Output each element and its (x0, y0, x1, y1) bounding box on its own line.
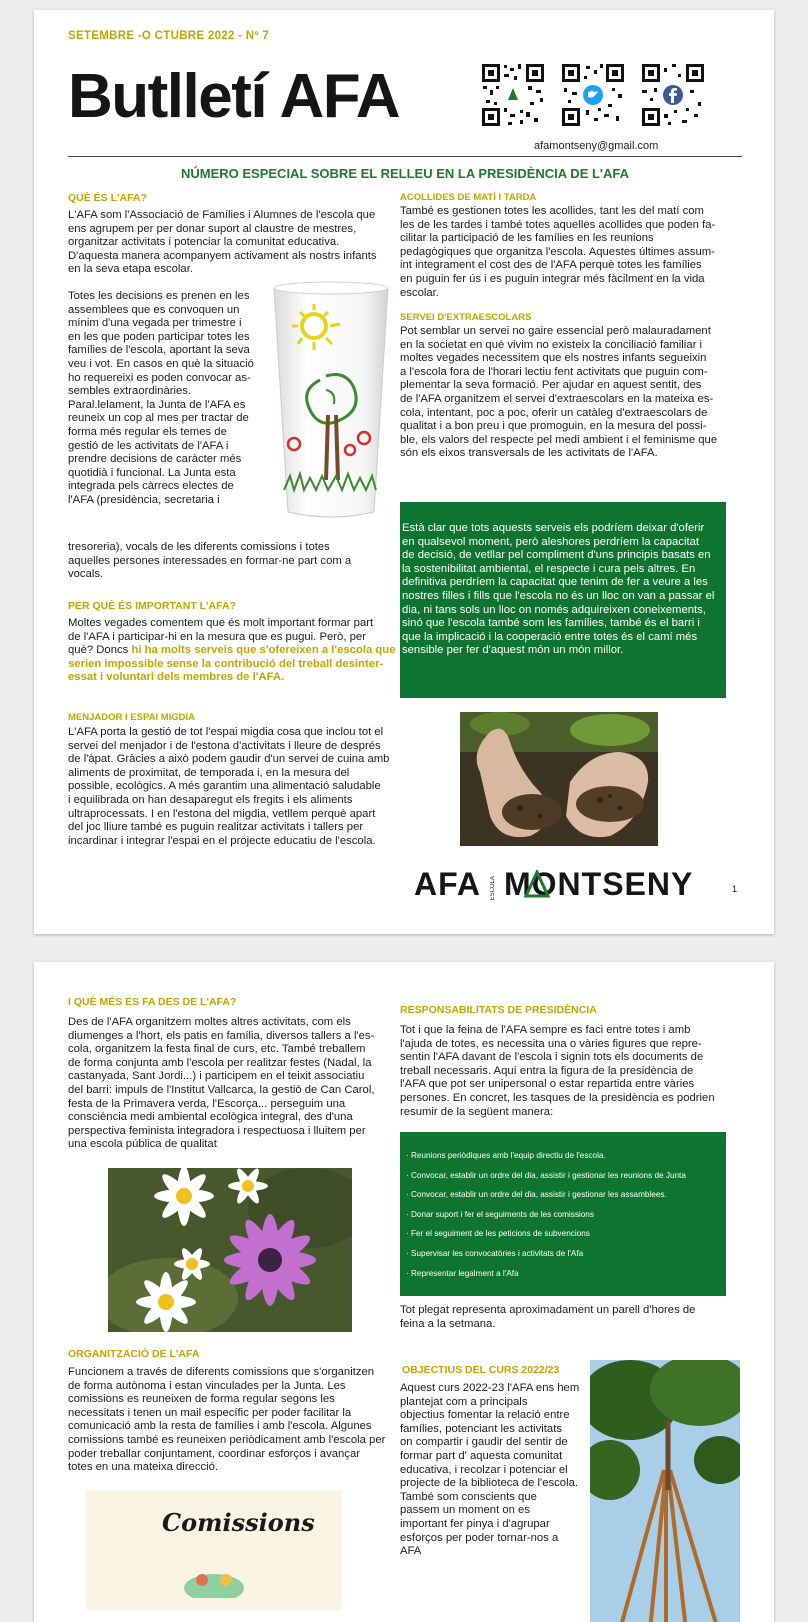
text-line: vocals. (68, 568, 104, 581)
green-callout-box (400, 502, 726, 698)
special-issue-headline: NÚMERO ESPECIAL SOBRE EL RELLEU EN LA PRESIDÈNCIA DE L'AFA (180, 166, 630, 181)
text-line: les de les tardes i també totes aquelles acollides que poden fa- (400, 218, 716, 231)
tree-teepee-image (590, 1360, 740, 1622)
comissions-image (86, 1490, 342, 1610)
text-line: ble, els valors del respecte pel medi ambient i el feminisme que (400, 433, 718, 446)
callout-line: que la implicació i la cooperació entre totes és el camí més (402, 630, 698, 643)
qr-code-facebook[interactable] (640, 62, 706, 128)
callout-line: Està clar que tots aquests serveis els podríem deixar d'oferir (402, 522, 705, 534)
text-line: sembles extraordinàries. (68, 385, 192, 398)
callout-line: definitiva perdríem la capacitat que tenim de fer a veure a les (402, 576, 708, 589)
text-line: de l'àpat. Gràcies a això podem gaudir d'un servei de cuina amb (68, 753, 390, 766)
heading-acollides: ACOLLIDES DE MATÍ I TARDA (400, 192, 537, 203)
text-line: projecte de la biblioteca de l'escola. (400, 1477, 578, 1490)
text-line: passem un moment on es (400, 1504, 530, 1517)
text-line: festa de la Primavera verda, l'Escorça... perseguim una (68, 1097, 346, 1110)
callout-line: sensible per fer d'aquest món un món millor. (402, 644, 624, 657)
heading-responsabilitats: RESPONSABILITATS DE PRESIDÈNCIA (400, 1004, 597, 1016)
text-line: D'aquesta manera acompanyem activament als nostrs infants (68, 249, 377, 262)
text-line: També es gestionen totes les acollides, tant les del matí com (400, 205, 704, 217)
people-circle-icon (182, 1558, 246, 1598)
text-line: necessitats i tenen un mail específic per poder facilitar la (68, 1406, 352, 1419)
text-line: Pot semblar un servei no gaire essencial però malauradament (400, 325, 711, 337)
highlight-text: hi ha molts serveis que s'ofereixen a l'escola que (131, 644, 396, 657)
text-line: persones. En concret, les tasques de la presidència es podrien (400, 1091, 715, 1104)
text-line: formar part d' aquesta comunitat (400, 1449, 563, 1462)
text-line: de l'AFA organitzem el servei d'extraescolars en la mateixa es- (400, 392, 714, 405)
text-line: Tot i que la feina de l'AFA sempre es faci entre totes i amb (400, 1024, 691, 1036)
text-line: resumir de la següent manera: (400, 1105, 554, 1118)
text-line: servei del menjador i de l'estona d'activitats i lleure de després (68, 739, 381, 752)
text-line: una escola pública de qualitat (68, 1138, 217, 1151)
text-line: treball necessaris. Aquí entra la figura de la presidència de (400, 1064, 694, 1077)
text-line: mínim d'una vegada per trimestre i (68, 317, 242, 330)
section-acollides (400, 205, 745, 300)
text-line: perspectiva feminista integradora i respectuosa i lluitem per (68, 1124, 366, 1137)
text-line: l'ajuda de totes, es necessita una o vàries figures que repre- (400, 1037, 702, 1050)
text-line: prendre decisions de caràcter més (68, 453, 242, 466)
text-line: Moltes vegades comentem que és molt important formar part (68, 617, 374, 629)
section-menjador (68, 726, 418, 848)
header-divider (68, 156, 742, 157)
text-line: integrada pels càrrecs electes de (68, 480, 234, 493)
qr-code-afa[interactable] (480, 62, 546, 128)
heading-extraescolars: SERVEI D'EXTRAESCOLARS (400, 312, 532, 323)
text-line: ultraprocessats. I en l'estona del migdia, vetllem perquè apart (68, 807, 376, 820)
text-span: què? Doncs (68, 644, 132, 657)
page-number: 1 (732, 884, 738, 894)
heading-menjador: MENJADOR I ESPAI MIGDIA (68, 712, 196, 723)
text-line: pedagògiques que organitza l'escola. Aquestes últimes assum- (400, 245, 715, 258)
text-line: en la seva etapa escolar. (68, 263, 193, 276)
section-extraescolars (400, 325, 745, 461)
text-line: l'AFA (presidència, secretaria i (68, 493, 220, 506)
flowers-image (108, 1168, 352, 1332)
text-line: assemblees que es convoquen un (68, 303, 240, 316)
text-line: Paral.lelament, la Junta de l'AFA es (68, 398, 246, 411)
section-per-que-important (68, 617, 408, 685)
list-item: · Representar legalment a l'Afa (406, 1268, 519, 1278)
text-line: esforços per poder tornar-nos a (400, 1531, 559, 1544)
section-responsabilitats (400, 1024, 745, 1119)
presidency-tasks-list (400, 1132, 726, 1296)
text-line: qualitat i a bon preu i que promoguin, en la mesura del possi- (400, 420, 707, 433)
text-line: famílies, potenciant les activitats (400, 1422, 562, 1435)
text-line: Funcionem a través de diferents comissions que s'organitzen (68, 1366, 375, 1378)
section-objectius (400, 1382, 590, 1559)
text-line: incardinar i integrar l'espai en el projecte educatiu de l'escola. (68, 834, 376, 847)
section-que-es-afa-decisions (68, 290, 268, 508)
text-line: gestió de les activitats de l'AFA i (68, 439, 229, 452)
text-line: totes en una mateixa direcció. (68, 1461, 219, 1474)
heading-i-que-mes: I QUÈ MÉS ES FA DES DE L'AFA? (68, 996, 237, 1008)
text-line: del joc lliure també es puguin realitzar activitats i tallers per (68, 821, 364, 834)
text-line: ens agrupem per per donar suport al claustre de mestres, (68, 222, 357, 235)
logo-montseny-text: MONTSENY (504, 866, 694, 902)
children-drawing-cup-image (270, 280, 392, 520)
text-line: i equilibrada on han desaparegut els fregits i els aliments (68, 793, 353, 806)
list-item: · Convocar, establir un ordre del dia, assistir i gestionar les reunions de Junta (406, 1170, 686, 1180)
callout-line: en qualsevol moment, però aleshores perdríem la capacitat (402, 535, 700, 548)
text-line: Tot plegat representa aproximadament un parell d'hores de (400, 1304, 696, 1316)
newsletter-title: Butlletí AFA (68, 62, 400, 131)
highlight-line: essat i voluntari dels membres de l'AFA. (68, 671, 285, 684)
text-line: important fer pinya i d'agrupar (400, 1517, 550, 1530)
text-line: quotidià i funcional. La Junta esta (68, 466, 236, 479)
text-line: ho requereixi es poden convocar as- (68, 371, 251, 384)
contact-email[interactable]: afamontseny@gmail.com (534, 140, 659, 152)
text-line: AFA (400, 1545, 422, 1558)
text-line: consciència medi ambiental ecològica integral, des d'una (68, 1111, 353, 1124)
text-line: castanyada, Sant Jordi...) i participem en el teixit associatiu (68, 1070, 365, 1083)
text-line: cola, organitzem la festa final de curs, etc. També treballem (68, 1043, 366, 1056)
text-line: on compartir i gaudir del sentir de (400, 1436, 568, 1449)
text-line: famílies de l'escola, aportant la seva (68, 344, 250, 357)
text-line: moltes vegades necessitem que els nostres infants segueixin (400, 352, 707, 365)
section-que-es-afa-intro (68, 209, 398, 277)
list-item: · Fer el seguiment de les peticions de subvencions (406, 1229, 590, 1239)
list-item: · Reunions periòdiques amb l'equip directiu de l'escola. (406, 1151, 606, 1160)
text-line: feina a la setmana. (400, 1317, 496, 1330)
qr-code-twitter[interactable] (560, 62, 626, 128)
text-line: del barri: impuls de l'Institut Vallcarca, la gestió de Can Carol, (68, 1083, 375, 1096)
highlight-line: serien impossible sense la contribució del treball desinter- (68, 657, 384, 670)
text-line: forma més regular els temes de (68, 425, 227, 438)
text-line: en la societat en què vivim no existeix la conciliació familiar i (400, 338, 703, 351)
text-line: de forma conjunta amb l'escola per realitzar festes (Nadal, la (68, 1056, 372, 1069)
text-line: cola, intentant, poc a poc, oferir un catàleg d'extraescolars de (400, 406, 708, 419)
text-line: en puguin fer ús i es puguin integrar més fàcilment en la vida (400, 272, 705, 285)
text-line: a l'escola fora de l'horari lectiu fent activitats que puguin com- (400, 365, 708, 378)
text-line (68, 644, 408, 658)
list-item: · Supervisar les convocatòries i activitats de l'Afa (406, 1248, 584, 1258)
text-line: int integrament el cost des de l'AFA perquè totes les famílies (400, 259, 702, 272)
text-line: possible, ecològics. A més garantim una alimentació saludable (68, 780, 381, 793)
mountain-icon (524, 870, 550, 898)
callout-line: de decisió, de vetllar pel compliment d'uns principis basats en (402, 549, 711, 562)
text-line: en les que poden participar totes les (68, 330, 250, 343)
text-line: plementar la seva formació. Per ajudar en aquest sentit, des (400, 379, 702, 392)
newsletter-page-2 (34, 962, 774, 1622)
text-line: plantejat com a principals (400, 1395, 528, 1408)
text-line: comissions també es reuneixen periòdicament amb l'escola per (68, 1433, 386, 1446)
text-line: tresoreria), vocals de les diferents comissions i totes (68, 541, 330, 553)
section-i-que-mes (68, 1016, 413, 1152)
text-line: Des de l'AFA organitzem moltes altres activitats, com els (68, 1016, 351, 1028)
text-line: cilitar la participació de les famílies en les reunions (400, 232, 654, 245)
text-line: comunicació amb la resta de famílies i amb l'escola. Algunes (68, 1420, 372, 1433)
text-line: reuneix un cop al mes per tractar de (68, 412, 249, 425)
text-line: L'AFA porta la gestió de tot l'espai migdia cosa que inclou tot el (68, 726, 384, 738)
section-organitzacio (68, 1366, 413, 1475)
callout-line: nostres filles i fills que l'escola no és un lloc on van a passar el (402, 589, 715, 602)
section-que-es-afa-junta (68, 541, 398, 582)
logo-escola-text: ESCOLA (490, 876, 496, 901)
text-line: sentin l'AFA davant de l'escola i signin tots els documents de (400, 1051, 704, 1064)
text-line: educativa, i recolzar i potenciar el (400, 1463, 568, 1476)
text-line: També som conscients que (400, 1490, 537, 1503)
text-line: aliments de proximitat, de temporada i, en la mesura del (68, 766, 350, 779)
list-item: · Convocar, establir un ordre del dia, assistir i gestionar les assamblees. (406, 1190, 667, 1200)
text-line: diumenges a l'hort, els patis en família, diversos tallers a l'es- (68, 1029, 375, 1042)
text-line: són els eixos transversals de les activitats de l'AFA. (400, 447, 658, 460)
afa-montseny-logo (414, 866, 744, 906)
text-line: objectius fomentar la relació entre (400, 1409, 570, 1422)
hands-with-soil-image (460, 712, 658, 846)
text-line: l'AFA que pot ser unipersonal o estar repartida entre vàries (400, 1078, 695, 1091)
text-line: Aquest curs 2022-23 l'AFA ens hem (400, 1382, 580, 1394)
callout-line: sinó que l'escola també som les famílies, també és el barri i (402, 617, 700, 630)
heading-per-que-important: PER QUÈ ÉS IMPORTANT L'AFA? (68, 600, 236, 612)
text-line: comissions es reuneixen de forma regular segons les (68, 1393, 335, 1406)
comissions-image-text: Comissions (162, 1508, 315, 1537)
text-line: L'AFA som l'Associació de Famílies i Alumnes de l'escola que (68, 209, 376, 221)
callout-line: la sostenibilitat ambiental, el respecte i cura pels altres. En (402, 562, 696, 575)
heading-organitzacio: ORGANITZACIÓ DE L'AFA (68, 1348, 200, 1360)
list-item: · Donar suport i fer el seguiments de les comissions (406, 1209, 594, 1219)
heading-que-es-afa: QUÈ ÉS L'AFA? (68, 192, 147, 204)
callout-line: dia, ni tans sols un lloc on només adquireixen coneixements, (402, 603, 706, 616)
section-responsabilitats-summary (400, 1304, 745, 1331)
newsletter-page-1 (34, 10, 774, 934)
text-line: Totes les decisions es prenen en les (68, 290, 250, 302)
text-line: poder treballar conjuntament, coordinar esforços i avançar (68, 1447, 360, 1460)
text-line: de l'AFA i participar-hi en la mesura que es pugui. Però, per (68, 630, 366, 643)
text-line: aquelles persones interessades en formar-ne part com a (68, 554, 352, 567)
text-line: de forma autònoma i estan vinculades per la Junta. Les (68, 1379, 346, 1392)
text-line: escolar. (400, 286, 439, 299)
logo-afa-text: AFA (414, 866, 481, 902)
text-line: organitzar activitats i potenciar la comunitat educativa. (68, 236, 340, 249)
issue-date: SETEMBRE -O CTUBRE 2022 - Nº 7 (68, 30, 270, 42)
text-line: veu i vot. En casos en què la situació (68, 357, 254, 370)
heading-objectius: OBJECTIUS DEL CURS 2022/23 (402, 1364, 560, 1376)
